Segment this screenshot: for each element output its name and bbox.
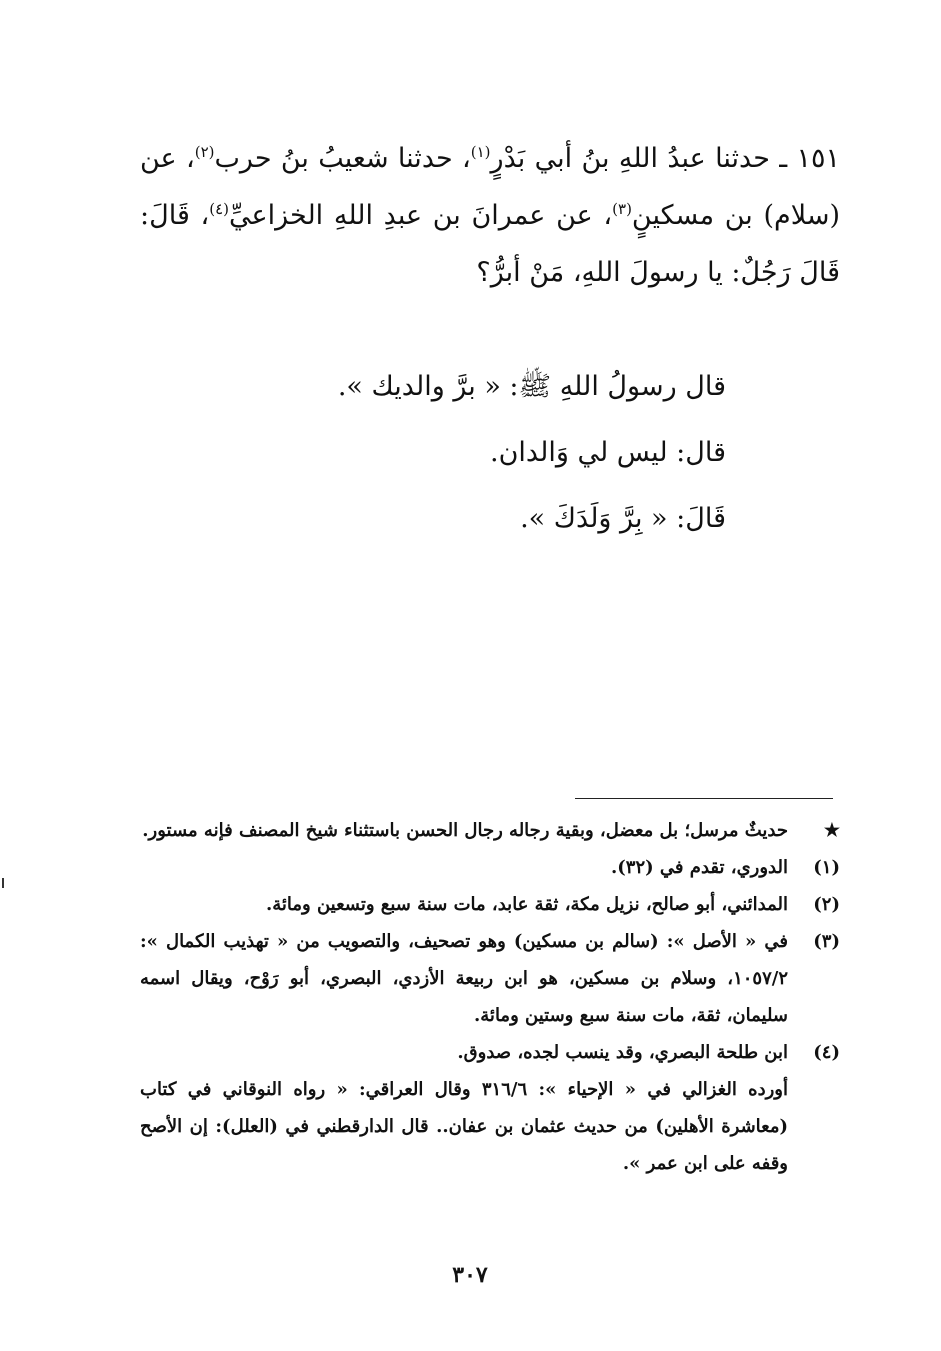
hadith-text-part: ، عن (سلام) بن مسكينٍ xyxy=(140,143,840,231)
page-number: ٣٠٧ xyxy=(452,1262,488,1288)
footnote-reference[interactable]: (٢) xyxy=(194,143,215,161)
footnote-2 xyxy=(140,886,840,923)
footnote-text: ابن طلحة البصري، وقد ينسب لجده، صدوق. xyxy=(457,1042,788,1063)
hadith-text-part: ، حدثنا شعيبُ بنُ حرب xyxy=(214,143,471,174)
dialogue-line: قال: ليس لي وَالدان. xyxy=(490,437,726,468)
hadith-dialogue xyxy=(206,354,726,552)
footnote-text: المدائني، أبو صالح، نزيل مكة، ثقة عابد، مات سنة سبع وتسعين ومائة. xyxy=(265,894,788,915)
footnote-marker: (٣) xyxy=(813,931,840,952)
footnote-reference[interactable]: (٤) xyxy=(209,200,230,218)
footnote-4 xyxy=(140,1034,840,1071)
footnote-reference[interactable]: (٣) xyxy=(612,200,632,218)
hadith-number: ١٥١ xyxy=(796,143,840,174)
footnote-source xyxy=(140,1071,840,1182)
footnote-marker: (٤) xyxy=(813,1042,840,1063)
hadith-text-part: ، قَالَ: قَالَ رَجُلٌ: يا رسولَ اللهِ، مَنْ أبرُّ؟ xyxy=(140,200,840,288)
dialogue-line: قال رسولُ اللهِ ﷺ: « برَّ والديك ». xyxy=(337,371,726,402)
footnote-marker: (٢) xyxy=(813,894,840,915)
hadith-text xyxy=(140,130,840,301)
hadith-text-part: ـ حدثنا عبدُ اللهِ بنُ أبي بَدْرٍ xyxy=(490,143,788,174)
footnote-text: في « الأصل »: (سالم بن مسكين) وهو تصحيف، والتصويب من « تهذيب الكمال »: ١٠٥٧/٢، وسلام بن مسكين، هو ابن ربيعة الأزدي، البصري، أبو رَوْح، ويقال اسمه سليمان، ثقة، مات سنة سبع وستين ومائة. xyxy=(140,931,788,1026)
footnote-reference[interactable]: (١) xyxy=(470,143,491,161)
footnote-text: أورده الغزالي في « الإحياء »: ٣١٦/٦ وقال العراقي: « رواه النوقاني في كتاب (معاشرة الأهلين) من حديث عثمان بن عفان.. قال الدارقطني في (العلل): إن الأصح وقفه على ابن عمر ». xyxy=(140,1079,788,1174)
scan-artifact xyxy=(2,878,4,888)
footnote-3 xyxy=(140,923,840,1034)
footnote-1 xyxy=(140,849,840,886)
dialogue-line: قَالَ: « بِرَّ وَلَدَكَ ». xyxy=(520,503,726,534)
footnote-text: الدوري، تقدم في (٣٢). xyxy=(611,857,788,878)
footnote-text: حديثٌ مرسل؛ بل معضل، وبقية رجاله رجال الحسن باستثناء شيخ المصنف فإنه مستور. xyxy=(142,820,788,841)
footnotes xyxy=(140,812,840,1182)
footnote-grading xyxy=(140,812,840,849)
footnote-separator xyxy=(575,798,833,799)
hadith-text-part: ، عن عمرانَ بن عبدِ اللهِ الخزاعيِّ xyxy=(229,200,613,231)
star-icon: ★ xyxy=(823,820,840,841)
footnote-marker: (١) xyxy=(813,857,840,878)
